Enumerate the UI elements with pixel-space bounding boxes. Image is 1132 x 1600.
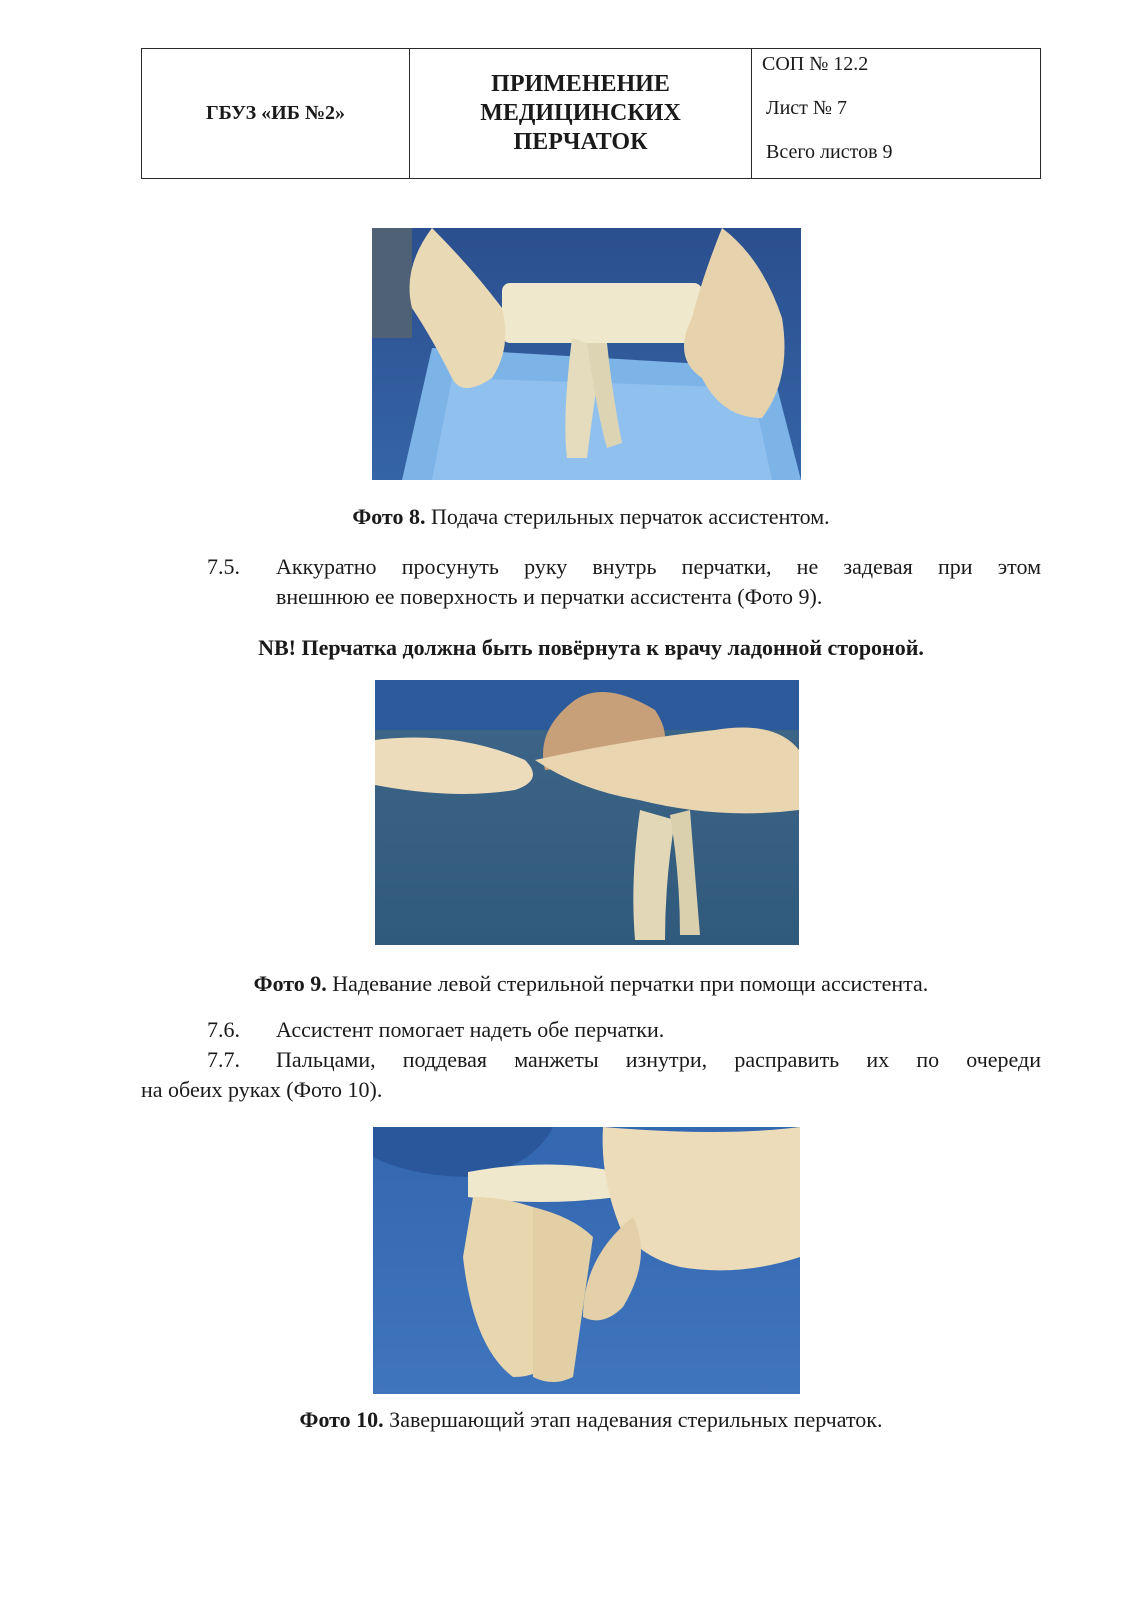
- caption-text: Завершающий этап надевания стерильных перчаток.: [383, 1407, 883, 1432]
- title-line-3: ПЕРЧАТОК: [513, 129, 648, 155]
- organization-name: ГБУЗ «ИБ №2»: [142, 49, 410, 178]
- sop-number: СОП № 12.2: [762, 53, 869, 75]
- step-text-line: внешнюю ее поверхность и перчатки ассистента (Фото 9).: [276, 584, 823, 609]
- step-text-line: Ассистент помогает надеть обе перчатки.: [276, 1017, 665, 1042]
- caption-label: Фото 8.: [352, 504, 426, 529]
- step-number: 7.5.: [207, 554, 240, 579]
- caption-label: Фото 9.: [253, 971, 327, 996]
- document-title: [410, 49, 752, 178]
- photo-8-caption: [141, 504, 1041, 530]
- sheet-number: Лист № 7: [766, 97, 847, 119]
- title-line-1: ПРИМЕНЕНИЕ: [491, 71, 670, 97]
- title-line-2: МЕДИЦИНСКИХ: [480, 100, 681, 126]
- photo-10-caption: [141, 1407, 1041, 1433]
- step-text-line: на обеих руках (Фото 10).: [141, 1077, 383, 1102]
- step-text-line: Аккуратно просунуть руку внутрь перчатки, не задевая при этом: [276, 554, 1041, 579]
- photo-8: [372, 228, 801, 480]
- photo-9: [375, 680, 799, 945]
- step-text-line: Пальцами, поддевая манжеты изнутри, расправить их по очереди: [276, 1047, 1041, 1072]
- document-header: [141, 48, 1041, 179]
- nb-note: NB! Перчатка должна быть повёрнута к врачу ладонной стороной.: [258, 635, 924, 660]
- document-meta: [752, 49, 1040, 178]
- total-sheets: Всего листов 9: [766, 141, 893, 163]
- step-number: 7.7.: [207, 1047, 240, 1072]
- step-number: 7.6.: [207, 1017, 240, 1042]
- photo-9-caption: [141, 971, 1041, 997]
- caption-label: Фото 10.: [299, 1407, 384, 1432]
- caption-text: Подача стерильных перчаток ассистентом.: [425, 504, 830, 529]
- caption-text: Надевание левой стерильной перчатки при помощи ассистента.: [326, 971, 929, 996]
- photo-10: [373, 1127, 800, 1394]
